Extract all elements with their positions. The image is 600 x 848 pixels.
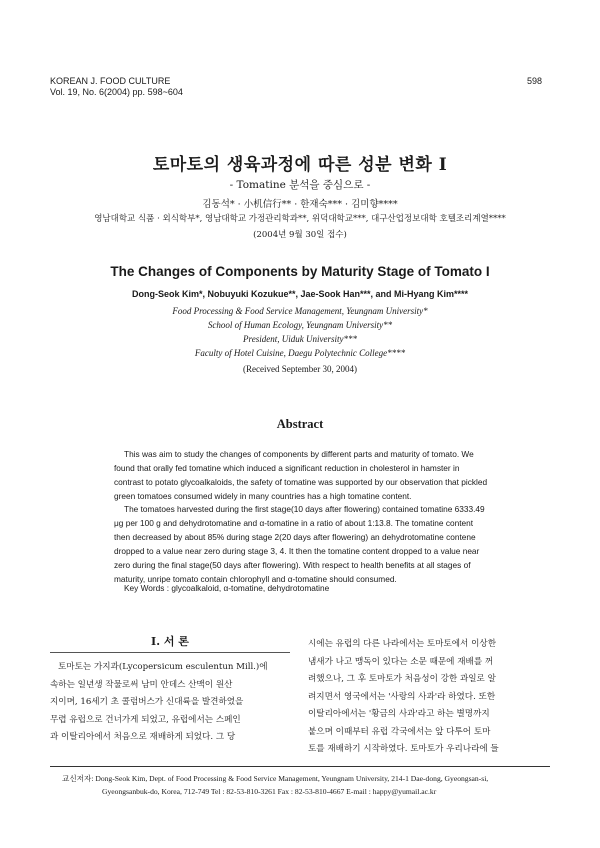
body-line: 무렵 유럽으로 건너가게 되었고, 유럽에서는 스페인 — [50, 714, 241, 725]
korean-title: 토마토의 생육과정에 따른 성분 변화 I — [152, 155, 448, 175]
abstract-line: The tomatoes harvested during the first stage(10 days after flowering) contained tomatine 6333.49 — [124, 504, 485, 514]
abstract-line: This was aim to study the changes of components by different parts and maturity of tomato. We — [124, 449, 474, 459]
english-authors: Dong-Seok Kim*, Nobuyuki Kozukue**, Jae-Sook Han***, and Mi-Hyang Kim**** — [131, 289, 469, 299]
section-heading-introduction: I. 서 론 — [151, 635, 189, 648]
body-line: 토마토는 가지과(Lycopersicum esculentun Mill.)에 — [58, 662, 268, 672]
corresponding-author-footnote — [62, 772, 488, 798]
abstract-line: contrast to potato glycoalkaloids, the safety of tomatine was supported by our observation that pickled — [114, 477, 488, 487]
abstract-heading: Abstract — [276, 417, 324, 431]
footnote-line: Gyeongsanbuk-do, Korea, 712-749 Tel : 82-53-810-3261 Fax : 82-53-810-4667 E-mail : happy@yumail.ac.kr — [102, 787, 437, 796]
abstract-line: dropped to a value near zero during stage 3, 4. It then the tomatine content dropped to a value near — [114, 546, 480, 556]
journal-name: KOREAN J. FOOD CULTURE — [50, 76, 171, 86]
page-number: 598 — [526, 76, 542, 86]
body-line: 과 이탈리아에서 처음으로 재배하게 되었다. 그 당 — [50, 732, 236, 742]
abstract-line: then decreased by about 85% during stage 2(20 days after flowering) an dehydrotomatine contene — [114, 532, 476, 542]
affiliation-4: Faculty of Hotel Cuisine, Daegu Polytechnic College**** — [194, 348, 406, 358]
body-line: 려했으나, 그 후 토마토가 처음성이 강한 과일로 알 — [308, 674, 496, 684]
korean-affiliations: 영남대학교 식품 · 외식학부*, 영남대학교 가정관리학과**, 위덕대학교***, 대구산업정보대학 호텔조리계열**** — [94, 214, 506, 224]
volume-line: Vol. 19, No. 6(2004) pp. 598~604 — [50, 87, 183, 97]
body-line: 냄새가 나고 맹독이 있다는 소문 때문에 재배를 꺼 — [308, 656, 494, 667]
body-line: 토를 재배하기 시작하였다. 토마토가 우리나라에 들 — [308, 744, 499, 754]
english-received-date: (Received September 30, 2004) — [243, 364, 357, 374]
abstract-line: maturity, unripe tomato contain chlorophyll and α-tomatine should consumed. — [114, 574, 397, 584]
keywords: Key Words : glycoalkaloid, α-tomatine, dehydrotomatine — [124, 583, 330, 593]
body-line: 붙으며 이때부터 유럽 각국에서는 앞 다투어 토마 — [308, 726, 491, 737]
body-line: 속하는 일년생 작물로써 남미 안데스 산맥이 원산 — [50, 679, 233, 690]
english-title: The Changes of Components by Maturity Stage of Tomato I — [110, 264, 490, 279]
affiliation-2: School of Human Ecology, Yeungnam University** — [207, 320, 393, 330]
abstract-line: zero during the final stage(50 days after flowering). With respect to health benefits at all stages of — [114, 560, 471, 570]
abstract-paragraph-1 — [114, 447, 508, 503]
body-line: 이탈리아에서는 '황금의 사과'라고 하는 별명까지 — [308, 709, 490, 719]
body-left-column — [50, 659, 290, 747]
korean-authors: 김동석* · 小机信行** · 한재숙*** · 김미향**** — [202, 199, 398, 210]
body-right-column — [308, 636, 554, 759]
footnote-line: 교신저자: Dong-Seok Kim, Dept. of Food Processing & Food Service Management, Yeungnam University, 214-1 Dae-dong, Gyeongsan-si, — [62, 774, 489, 783]
korean-subtitle: - Tomatine 분석을 중심으로 - — [229, 179, 371, 191]
abstract-line: μg per 100 g and dehydrotomatine and α-tomatine in a ratio of about 1:13.8. The tomatine content — [114, 518, 474, 528]
korean-received-date: (2004년 9월 30일 접수) — [253, 230, 347, 240]
body-line: 려지면서 영국에서는 '사랑의 사과'라 하였다. 또한 — [308, 691, 496, 702]
affiliation-3: President, Uiduk University*** — [243, 334, 357, 344]
affiliation-1: Food Processing & Food Service Management, Yeungnam University* — [172, 306, 428, 316]
abstract-line: found that orally fed tomatine which induced a significant reduction in cholesterol in hamster in — [114, 463, 460, 473]
abstract-line: green tomatoes consumed widely in many countries has a high tomatine content. — [114, 491, 412, 501]
body-line: 시에는 유럽의 다른 나라에서는 토마토에서 이상한 — [308, 639, 496, 649]
footnote-divider — [50, 766, 550, 767]
abstract-paragraph-2 — [114, 502, 508, 586]
section-divider — [50, 652, 290, 653]
journal-header — [50, 76, 183, 98]
body-line: 지이며, 16세기 초 콜럼버스가 신대륙을 발견하였을 — [50, 697, 244, 707]
